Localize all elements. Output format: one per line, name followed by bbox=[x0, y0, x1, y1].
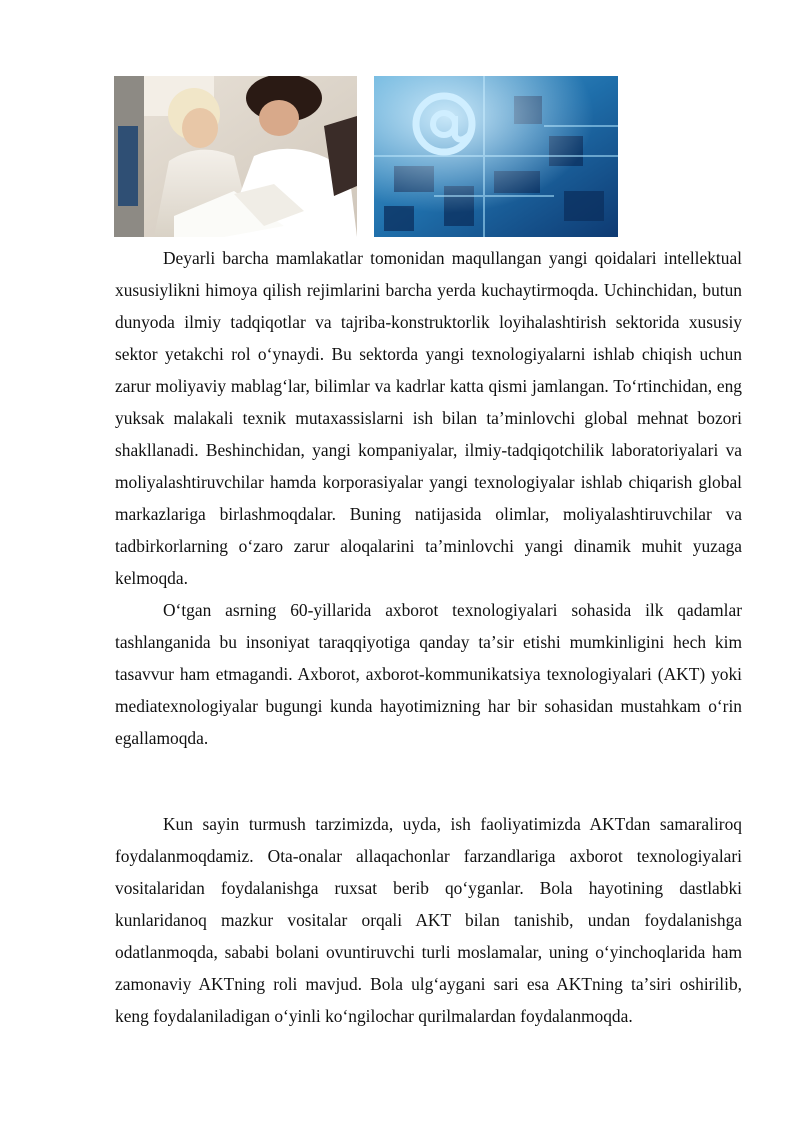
paragraph-everyday-ict: Kun sayin turmush tarzimizda, uyda, ish faoliyatimizda AKTdan samaraliroq foydalanmoqdamiz. Ota-onalar allaqachonlar farzandlariga axborot texnologiyalari vositalaridan foydalanishga ruxsat berib qoʻyganlar. Bola hayotining dastlabki kunlaridanoq mazkur vositalar orqali AKT bilan tanishib, undan foydalanishga odatlanmoqda, sababi bolani ovuntiruvchi turli moslamalar, uning oʻyinchoqlarida ham zamonaviy AKTning roli mavjud. Bola ulgʻaygani sari esa AKTning taʼsiri oshirilib, keng foydalaniladigan oʻyinli koʻngilochar qurilmalardan foydalanmoqda. bbox=[115, 814, 742, 1026]
paragraph-information-technology: Oʻtgan asrning 60-yillarida axborot texnologiyalari sohasida ilk qadamlar tashlanganida bu insoniyat taraqqiyotiga qanday taʼsir etishi mumkinligini hech kim tasavvur ham etmagandi. Axborot, axborot-kommunikatsiya texnologiyalari (AKT) yoki mediatexnologiyalar bugungi kunda hayotimizning har bir sohasidan mustahkam oʻrin egallamoqda. bbox=[115, 600, 742, 748]
paragraph-intellectual-property: Deyarli barcha mamlakatlar tomonidan maqullangan yangi qoidalari intellektual xususiylikni himoya qilish rejimlarini barcha yerda kuchaytirmoqda. Uchinchidan, butun dunyoda ilmiy tadqiqotlar va tajriba-konstruktorlik loyihalashtirish sektorida xususiy sektor yetakchi rol oʻynaydi. Bu sektorda yangi texnologiyalarni ishlab chiqish uchun zarur moliyaviy mablagʻlar, bilimlar va kadrlar katta qismi jamlangan. Toʻrtinchidan, eng yuksak malakali texnik mutaxassislarni ish bilan taʼminlovchi global mehnat bozori shakllanadi. Beshinchidan, yangi kompaniyalar, ilmiy-tadqiqotchilik laboratoriyalari va moliyalashtiruvchilar hamda korporasiyalar yangi texnologiyalar ishlab chiqarish global markazlariga birlashmoqdalar. Buning natijasida olimlar, moliyalashtiruvchilar va tadbirkorlarning oʻzaro zarur aloqalarini taʼminlovchi yangi dinamik muhit yuzaga kelmoqda. bbox=[115, 248, 742, 588]
at-sign-circuit-photo bbox=[374, 76, 618, 237]
office-workers-photo bbox=[114, 76, 357, 237]
body-text-extra bbox=[115, 808, 742, 1032]
body-text-main bbox=[115, 242, 742, 754]
